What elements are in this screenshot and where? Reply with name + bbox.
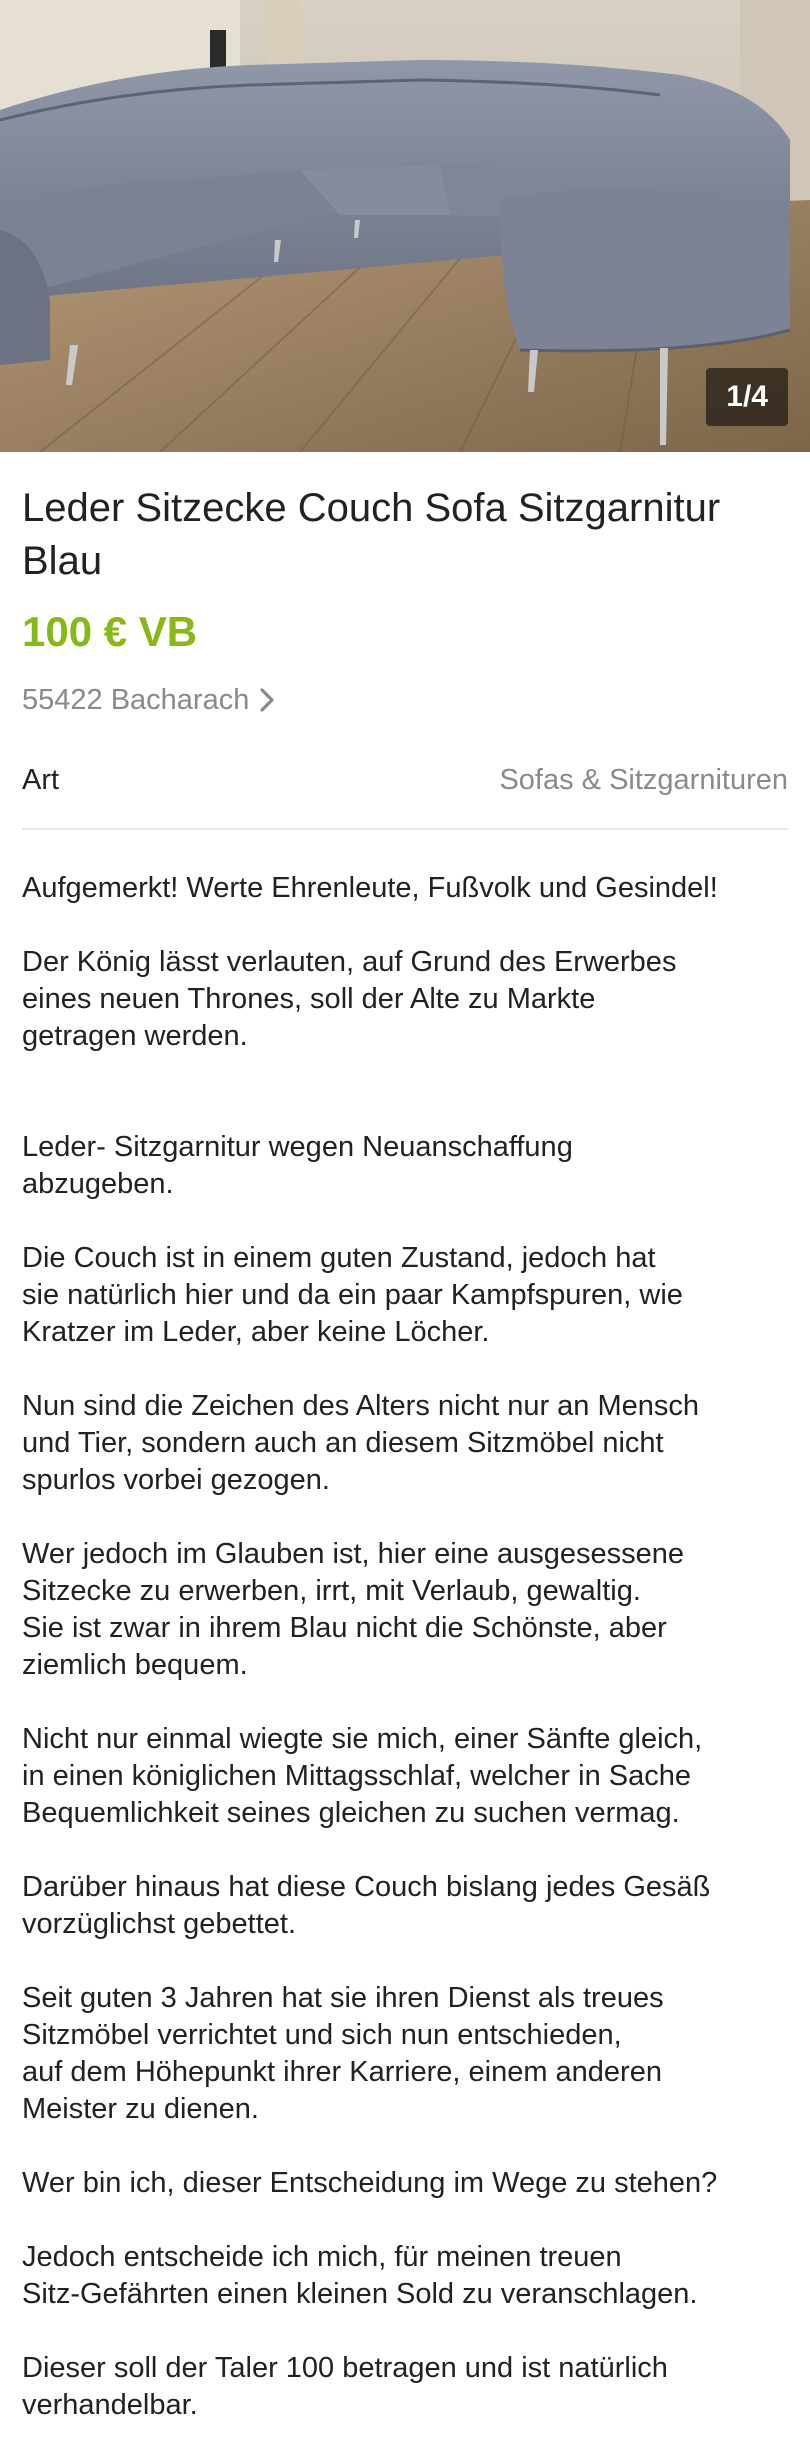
chevron-right-icon [259, 687, 275, 713]
description-paragraph: Wer jedoch im Glauben ist, hier eine ausgesessene Sitzecke zu erwerben, irrt, mit Verlaub, gewaltig. Sie ist zwar in ihrem Blau nicht die Schönste, aber ziemlich bequem. [22, 1538, 685, 1681]
attribute-value: Sofas & Sitzgarnituren [499, 764, 788, 796]
listing-details [0, 482, 810, 2424]
listing-title: Leder Sitzecke Couch Sofa Sitzgarnitur Blau [22, 486, 721, 583]
description-paragraph: Die Couch ist in einem guten Zustand, jedoch hat sie natürlich hier und da ein paar Kampfspuren, wie Kratzer im Leder, aber keine Löcher. [22, 1242, 683, 1348]
location-link[interactable] [22, 680, 788, 720]
image-counter-badge: 1/4 [706, 368, 788, 426]
description-paragraph: Nicht nur einmal wiegte sie mich, einer Sänfte gleich, in einen königlichen Mittagsschlaf, welcher in Sache Bequemlichkeit seines gleichen zu suchen vermag. [22, 1723, 703, 1829]
description-paragraph: Dieser soll der Taler 100 betragen und ist natürlich verhandelbar. [22, 2352, 668, 2421]
location-text: 55422 Bacharach [22, 684, 250, 716]
description-paragraph: Seit guten 3 Jahren hat sie ihren Dienst als treues Sitzmöbel verrichtet und sich nun entschieden, auf dem Höhepunkt ihrer Karriere, einem anderen Meister zu dienen. [22, 1982, 664, 2125]
listing-photo-gallery[interactable] [0, 0, 810, 452]
description-paragraph: Leder- Sitzgarnitur wegen Neuanschaffung abzugeben. [22, 1131, 573, 1200]
description-paragraph: Wer bin ich, dieser Entscheidung im Wege zu stehen? [22, 2167, 718, 2199]
attribute-label: Art [22, 764, 60, 796]
listing-price: 100 € VB [22, 608, 198, 655]
description-paragraph: Aufgemerkt! Werte Ehrenleute, Fußvolk und Gesindel! [22, 872, 718, 904]
listing-description [22, 870, 788, 2424]
description-paragraph: Darüber hinaus hat diese Couch bislang jedes Gesäß vorzüglichst gebettet. [22, 1871, 711, 1940]
description-paragraph: Der König lässt verlauten, auf Grund des Erwerbes eines neuen Thrones, soll der Alte zu Markte getragen werden. [22, 946, 677, 1052]
attribute-row [22, 760, 788, 830]
description-paragraph: Jedoch entscheide ich mich, für meinen treuen Sitz-Gefährten einen kleinen Sold zu veranschlagen. [22, 2241, 698, 2310]
description-paragraph: Nun sind die Zeichen des Alters nicht nur an Mensch und Tier, sondern auch an diesem Sitzmöbel nicht spurlos vorbei gezogen. [22, 1390, 700, 1496]
sofa-photo [0, 0, 810, 452]
